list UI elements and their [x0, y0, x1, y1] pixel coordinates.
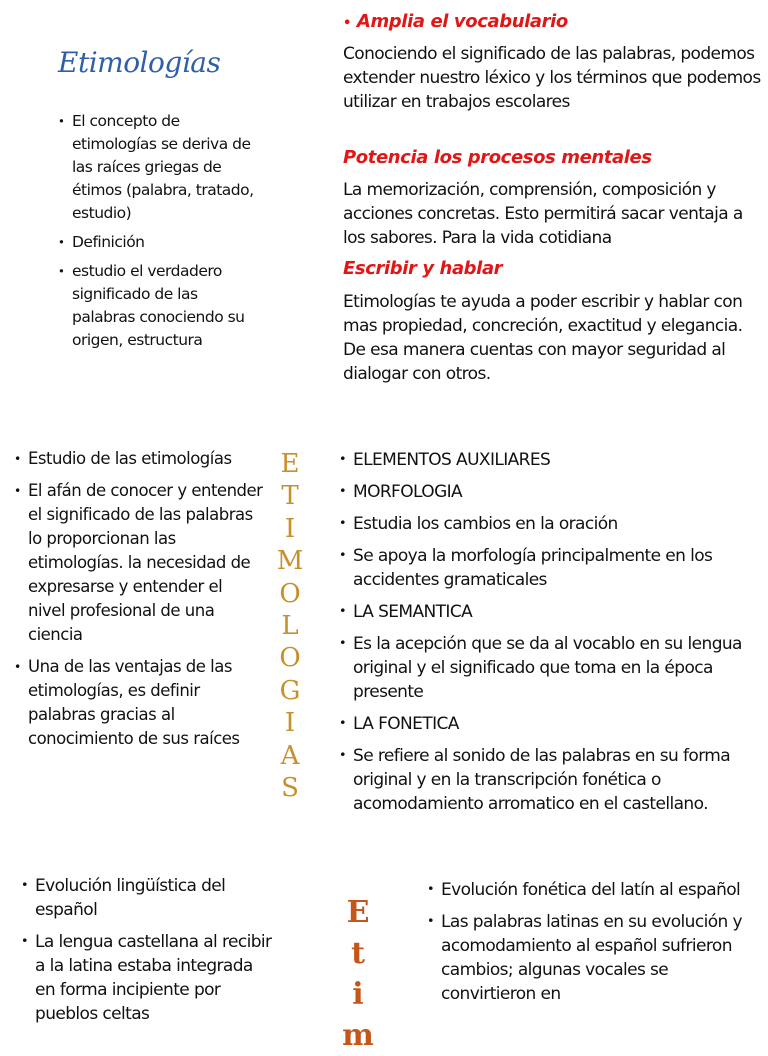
vertical-letter: M: [276, 546, 304, 577]
right-bullet-list-2: [427, 878, 762, 1014]
vertical-letter: t: [351, 936, 365, 971]
list-item: • La lengua castellana al recibir a la latina estaba integrada en forma incipiente por pueblos celtas: [21, 930, 276, 1026]
heading-text: Amplia el vocabulario: [356, 11, 568, 32]
list-item: • Las palabras latinas en su evolución y acomodamiento al español sufrieron cambios; algunas vocales se convirtieron en: [427, 910, 762, 1006]
list-item: • Se apoya la morfología principalmente en los accidentes gramaticales: [339, 544, 754, 592]
vertical-letter: A: [280, 740, 300, 771]
vertical-letter: T: [281, 481, 299, 512]
list-item: • LA SEMANTICA: [339, 600, 754, 624]
vertical-letter: E: [346, 895, 370, 930]
vertical-letter: O: [279, 643, 301, 674]
vertical-word: [272, 448, 308, 804]
vertical-letter: O: [279, 578, 301, 609]
paragraph-vocabulario: Conociendo el significado de las palabras, podemos extender nuestro léxico y los términos que podemos utilizar en trabajos escolares: [343, 44, 761, 112]
paragraph-escribir: Etimologías te ayuda a poder escribir y hablar con mas propiedad, concreción, exactitud y elegancia. De esa manera cuentas con mayor seguridad al dialogar con otros.: [343, 292, 743, 384]
right-bullet-list: [339, 448, 754, 824]
vertical-letter: E: [280, 449, 300, 479]
list-item: • Estudio de las etimologías: [14, 447, 264, 471]
list-item: • El concepto de etimologías se deriva de las raíces griegas de étimos (palabra, tratado, estudio): [58, 110, 258, 225]
definition-list: [58, 110, 258, 358]
list-item: • ELEMENTOS AUXILIARES: [339, 448, 754, 472]
bullet-glyph: •: [343, 16, 351, 31]
list-item: • Estudia los cambios en la oración: [339, 512, 754, 536]
list-item: • Evolución fonética del latín al español: [427, 878, 762, 902]
list-item: • Definición: [58, 231, 258, 254]
vertical-letter: I: [284, 513, 296, 544]
vertical-letter: I: [284, 708, 296, 739]
list-item: • Se refiere al sonido de las palabras en su forma original y en la transcripción fonética o acomodamiento arromatico en el castellano.: [339, 744, 754, 816]
heading-vocabulario: [343, 11, 568, 32]
list-item: • Es la acepción que se da al vocablo en su lengua original y el significado que toma en la época presente: [339, 632, 754, 704]
left-bullet-list-2: [21, 874, 276, 1034]
list-item: • LA FONETICA: [339, 712, 754, 736]
list-item: • MORFOLOGIA: [339, 480, 754, 504]
vertical-letter: m: [342, 1018, 374, 1053]
vertical-letter: i: [352, 977, 364, 1012]
vertical-word-2: [340, 892, 376, 1056]
heading-escribir: Escribir y hablar: [343, 258, 503, 279]
list-item: • Evolución lingüística del español: [21, 874, 276, 922]
heading-procesos: Potencia los procesos mentales: [343, 147, 652, 168]
list-item: • estudio el verdadero significado de las palabras conociendo su origen, estructura: [58, 260, 258, 352]
vertical-letter: S: [281, 773, 299, 804]
vertical-letter: G: [279, 675, 301, 706]
list-item: • El afán de conocer y entender el significado de las palabras lo proporcionan las etimologías. la necesidad de expresarse y entender el nivel profesional de una ciencia: [14, 479, 264, 647]
vertical-letter: L: [281, 611, 299, 642]
left-bullet-list: [14, 447, 264, 759]
paragraph-procesos: La memorización, comprensión, composición y acciones concretas. Esto permitirá sacar ventaja a los sabores. Para la vida cotidiana: [343, 180, 743, 248]
page-title: Etimologías: [58, 46, 221, 79]
list-item: • Una de las ventajas de las etimologías, es definir palabras gracias al conocimiento de sus raíces: [14, 655, 264, 751]
